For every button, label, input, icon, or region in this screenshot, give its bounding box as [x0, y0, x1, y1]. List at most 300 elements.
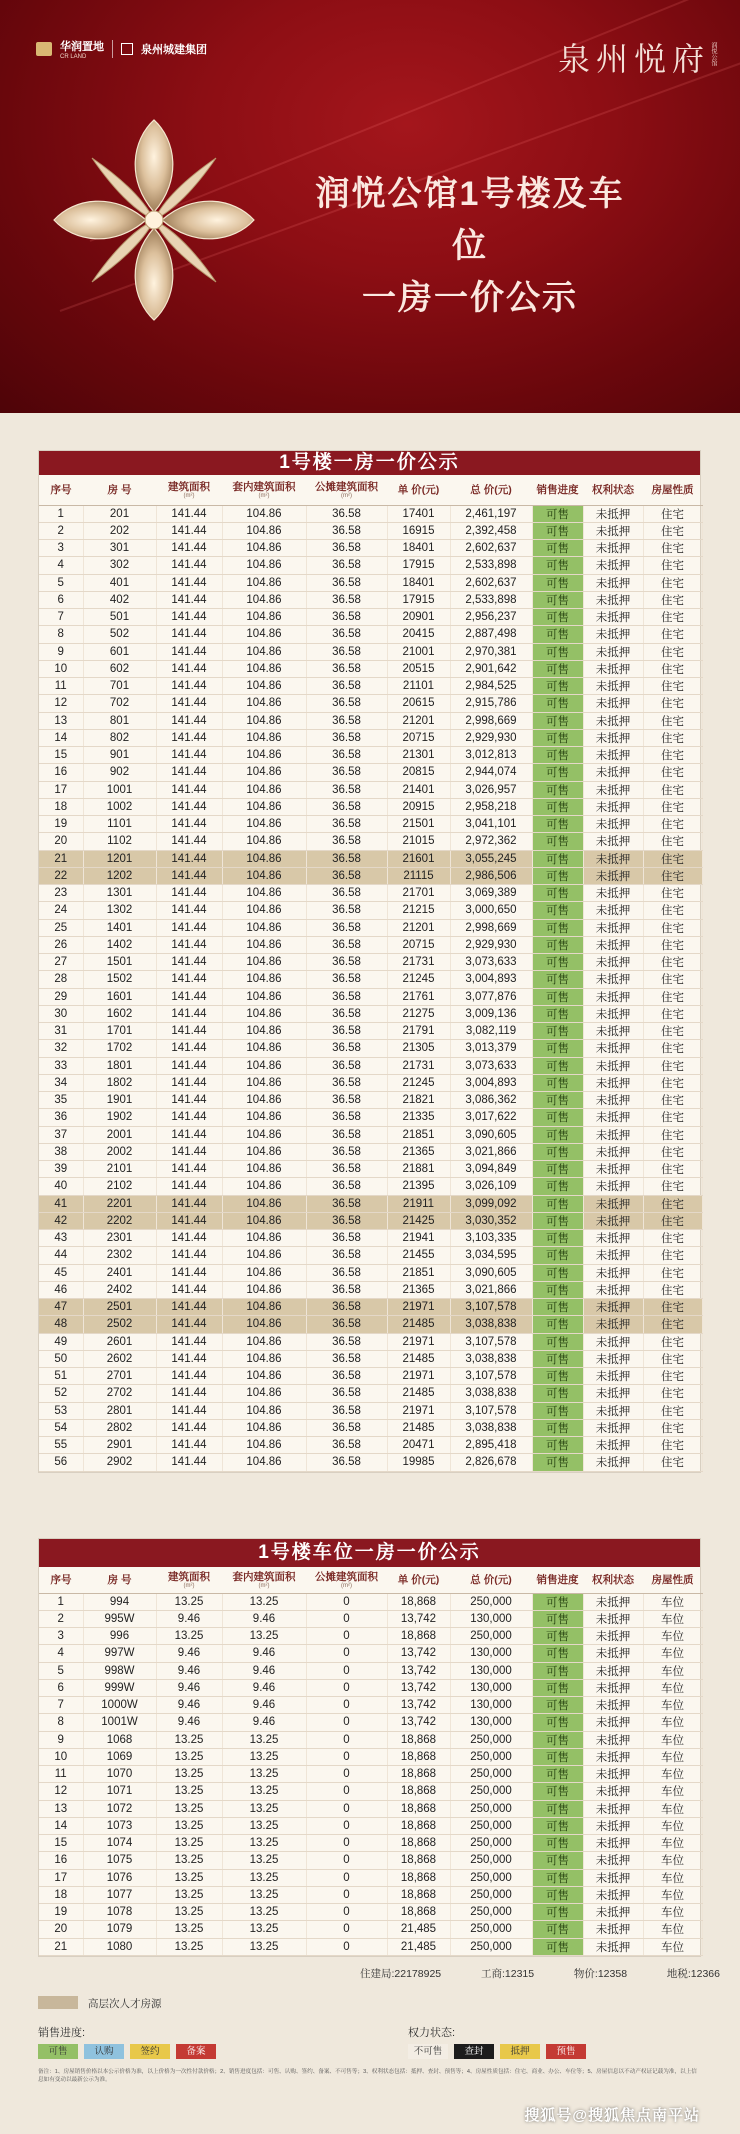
table-cell: 130,000 [450, 1645, 532, 1662]
table-cell: 104.86 [222, 867, 306, 884]
table-cell: 104.86 [222, 540, 306, 557]
table-cell: 141.44 [156, 867, 222, 884]
table-cell: 2102 [83, 1178, 156, 1195]
table-cell: 未抵押 [583, 712, 643, 729]
table-cell: 801 [83, 712, 156, 729]
table-cell: 1 [39, 505, 83, 522]
table-cell: 104.86 [222, 1005, 306, 1022]
table-cell: 18,868 [387, 1852, 450, 1869]
developer-logos [36, 38, 207, 60]
table-cell: 104.86 [222, 971, 306, 988]
table-cell: 23 [39, 885, 83, 902]
table-cell: 13.25 [156, 1766, 222, 1783]
table-cell: 1080 [83, 1938, 156, 1955]
table-cell: 未抵押 [583, 1143, 643, 1160]
table-cell: 36.58 [306, 505, 387, 522]
table-cell: 车位 [643, 1904, 702, 1921]
table-cell: 未抵押 [583, 1437, 643, 1454]
table-cell: 住宅 [643, 557, 702, 574]
table-cell: 36.58 [306, 1161, 387, 1178]
table-cell: 250,000 [450, 1731, 532, 1748]
table-row [39, 747, 702, 764]
table-cell: 55 [39, 1437, 83, 1454]
table-cell: 50 [39, 1350, 83, 1367]
table-row [39, 1247, 702, 1264]
table-cell: 18 [39, 798, 83, 815]
table-cell: 9.46 [222, 1662, 306, 1679]
table-row [39, 1419, 702, 1436]
table-cell: 8 [39, 626, 83, 643]
sales-progress-legend [38, 2044, 216, 2059]
table-cell: 36.58 [306, 1005, 387, 1022]
table-cell: 3,094,849 [450, 1161, 532, 1178]
sales-status-cell: 可售 [532, 1333, 583, 1350]
sales-status-cell: 可售 [532, 1748, 583, 1765]
table-cell: 住宅 [643, 747, 702, 764]
table-cell: 未抵押 [583, 1593, 643, 1610]
table-cell: 21485 [387, 1419, 450, 1436]
table-cell: 车位 [643, 1645, 702, 1662]
table-cell: 52 [39, 1385, 83, 1402]
table-cell: 未抵押 [583, 1628, 643, 1645]
table-cell: 141.44 [156, 919, 222, 936]
table-cell: 1002 [83, 798, 156, 815]
unit-label: (m²) [341, 1583, 352, 1590]
sales-status-cell: 可售 [532, 1645, 583, 1662]
table-cell: 141.44 [156, 902, 222, 919]
table-cell: 0 [306, 1852, 387, 1869]
table-cell: 250,000 [450, 1817, 532, 1834]
table-cell: 3,004,893 [450, 971, 532, 988]
table-cell: 21485 [387, 1385, 450, 1402]
table-cell: 2,986,506 [450, 867, 532, 884]
table-cell: 住宅 [643, 695, 702, 712]
sales-status-cell: 可售 [532, 1109, 583, 1126]
table-cell: 53 [39, 1402, 83, 1419]
table-cell: 2,929,930 [450, 729, 532, 746]
column-header: 房屋性质 [643, 475, 702, 505]
sales-status-cell: 可售 [532, 1005, 583, 1022]
table-cell: 1701 [83, 1023, 156, 1040]
table-cell: 21401 [387, 781, 450, 798]
table-cell: 202 [83, 522, 156, 539]
table-cell: 104.86 [222, 988, 306, 1005]
table-cell: 1402 [83, 936, 156, 953]
table-cell: 未抵押 [583, 1662, 643, 1679]
table-cell: 1001 [83, 781, 156, 798]
table-cell: 未抵押 [583, 1817, 643, 1834]
table-cell: 902 [83, 764, 156, 781]
table-cell: 未抵押 [583, 1454, 643, 1471]
table-cell: 141.44 [156, 522, 222, 539]
table-cell: 3,073,633 [450, 1057, 532, 1074]
table-cell: 13.25 [156, 1593, 222, 1610]
table-cell: 36.58 [306, 971, 387, 988]
logo-a-text: 华润置地 [60, 41, 104, 53]
table-cell: 36.58 [306, 850, 387, 867]
table-row [39, 1023, 702, 1040]
table-cell: 21971 [387, 1368, 450, 1385]
table-cell: 住宅 [643, 1143, 702, 1160]
table-cell: 141.44 [156, 1281, 222, 1298]
table-cell: 未抵押 [583, 1800, 643, 1817]
table-cell: 37 [39, 1126, 83, 1143]
table-cell: 250,000 [450, 1783, 532, 1800]
table-cell: 2902 [83, 1454, 156, 1471]
table-cell: 18,868 [387, 1904, 450, 1921]
table1-title: 1号楼一房一价公示 [39, 451, 700, 475]
table-cell: 未抵押 [583, 1005, 643, 1022]
table-cell: 13.25 [222, 1731, 306, 1748]
table-cell: 1076 [83, 1869, 156, 1886]
table-cell: 13.25 [222, 1886, 306, 1903]
table-row [39, 1161, 702, 1178]
table-cell: 104.86 [222, 1350, 306, 1367]
table-cell: 未抵押 [583, 833, 643, 850]
sales-status-cell: 可售 [532, 1886, 583, 1903]
table-cell: 104.86 [222, 816, 306, 833]
table-cell: 1301 [83, 885, 156, 902]
table-cell: 21485 [387, 1350, 450, 1367]
table-row [39, 885, 702, 902]
table-cell: 2901 [83, 1437, 156, 1454]
table-cell: 994 [83, 1593, 156, 1610]
sales-status-cell: 可售 [532, 1299, 583, 1316]
table-cell: 0 [306, 1645, 387, 1662]
table-row [39, 1679, 702, 1696]
table-cell: 36.58 [306, 1264, 387, 1281]
table-cell: 13,742 [387, 1714, 450, 1731]
table-cell: 住宅 [643, 885, 702, 902]
table-cell: 9.46 [156, 1679, 222, 1696]
table-cell: 住宅 [643, 781, 702, 798]
table-cell: 住宅 [643, 1385, 702, 1402]
title-line-2: 一房一价公示 [362, 279, 578, 317]
table-cell: 1401 [83, 919, 156, 936]
table-cell: 18,868 [387, 1748, 450, 1765]
table-cell: 10 [39, 660, 83, 677]
table-cell: 36.58 [306, 660, 387, 677]
table-cell: 0 [306, 1662, 387, 1679]
table-cell: 未抵押 [583, 1938, 643, 1955]
table-cell: 未抵押 [583, 1057, 643, 1074]
table-row [39, 1368, 702, 1385]
table-cell: 3,107,578 [450, 1368, 532, 1385]
table-cell: 未抵押 [583, 557, 643, 574]
table-cell: 3 [39, 1628, 83, 1645]
table-cell: 21 [39, 850, 83, 867]
table-cell: 车位 [643, 1697, 702, 1714]
table-cell: 36.58 [306, 764, 387, 781]
logo-a-sub: CR LAND [60, 54, 87, 60]
table-cell: 141.44 [156, 1333, 222, 1350]
table-cell: 36.58 [306, 1247, 387, 1264]
table-cell: 未抵押 [583, 1281, 643, 1298]
table-cell: 44 [39, 1247, 83, 1264]
table-cell: 20715 [387, 729, 450, 746]
sales-status-cell: 可售 [532, 1195, 583, 1212]
table-cell: 2,998,669 [450, 712, 532, 729]
table-cell: 16 [39, 764, 83, 781]
column-header: 套内建筑面积 (m²) [222, 475, 306, 505]
table-cell: 130,000 [450, 1662, 532, 1679]
table-cell: 1902 [83, 1109, 156, 1126]
table-row [39, 816, 702, 833]
table-cell: 1801 [83, 1057, 156, 1074]
table-cell: 3,021,866 [450, 1143, 532, 1160]
table-cell: 104.86 [222, 1126, 306, 1143]
table-cell: 未抵押 [583, 522, 643, 539]
table-cell: 13.25 [156, 1783, 222, 1800]
table-cell: 130,000 [450, 1610, 532, 1627]
sales-status-cell: 可售 [532, 1679, 583, 1696]
table-cell: 1077 [83, 1886, 156, 1903]
table-cell: 602 [83, 660, 156, 677]
table-cell: 车位 [643, 1817, 702, 1834]
table-row [39, 850, 702, 867]
table-row [39, 781, 702, 798]
table-cell: 住宅 [643, 540, 702, 557]
table-cell: 104.86 [222, 1023, 306, 1040]
table-cell: 3,055,245 [450, 850, 532, 867]
table-cell: 1302 [83, 902, 156, 919]
table-cell: 36.58 [306, 1230, 387, 1247]
column-header: 销售进度 [532, 475, 583, 505]
table-cell: 住宅 [643, 1419, 702, 1436]
table-cell: 未抵押 [583, 1852, 643, 1869]
table-cell: 701 [83, 678, 156, 695]
table-cell: 未抵押 [583, 1679, 643, 1696]
table-cell: 104.86 [222, 505, 306, 522]
table-cell: 9.46 [156, 1610, 222, 1627]
sales-status-cell: 可售 [532, 660, 583, 677]
table-cell: 21201 [387, 712, 450, 729]
table-cell: 1501 [83, 954, 156, 971]
table-cell: 3,107,578 [450, 1299, 532, 1316]
table-cell: 13.25 [156, 1886, 222, 1903]
stat-item: 住建局:22178925 [360, 1968, 442, 1980]
table-row [39, 936, 702, 953]
table-cell: 13.25 [222, 1869, 306, 1886]
sales-status-cell: 可售 [532, 1247, 583, 1264]
table-cell: 2,998,669 [450, 919, 532, 936]
table-cell: 34 [39, 1074, 83, 1091]
table-cell: 13.25 [222, 1904, 306, 1921]
table-cell: 住宅 [643, 902, 702, 919]
table-row [39, 1714, 702, 1731]
table-cell: 12 [39, 695, 83, 712]
table-cell: 996 [83, 1628, 156, 1645]
table-cell: 未抵押 [583, 1731, 643, 1748]
table-cell: 住宅 [643, 1040, 702, 1057]
table-cell: 18,868 [387, 1869, 450, 1886]
table-cell: 车位 [643, 1783, 702, 1800]
sales-status-cell: 可售 [532, 936, 583, 953]
table-cell: 3,030,352 [450, 1212, 532, 1229]
table-cell: 21365 [387, 1281, 450, 1298]
table-cell: 21761 [387, 988, 450, 1005]
table-cell: 141.44 [156, 816, 222, 833]
table-cell: 21365 [387, 1143, 450, 1160]
stat-item: 物价:12358 [573, 1968, 628, 1980]
table-cell: 13.25 [222, 1800, 306, 1817]
unit-label: (m²) [341, 493, 352, 500]
table-cell: 住宅 [643, 1264, 702, 1281]
column-header: 房 号 [83, 1567, 156, 1593]
table-row [39, 609, 702, 626]
table-cell: 141.44 [156, 1230, 222, 1247]
sales-status-cell: 可售 [532, 729, 583, 746]
table-row [39, 1281, 702, 1298]
table-cell: 0 [306, 1869, 387, 1886]
table-cell: 20915 [387, 798, 450, 815]
table-cell: 8 [39, 1714, 83, 1731]
table-cell: 16 [39, 1852, 83, 1869]
table-cell: 13.25 [156, 1800, 222, 1817]
table-cell: 21301 [387, 747, 450, 764]
table-cell: 21,485 [387, 1921, 450, 1938]
table-cell: 21791 [387, 1023, 450, 1040]
table-cell: 36.58 [306, 591, 387, 608]
table-cell: 250,000 [450, 1904, 532, 1921]
table-cell: 未抵押 [583, 1247, 643, 1264]
table-cell: 1202 [83, 867, 156, 884]
table-cell: 未抵押 [583, 1264, 643, 1281]
table-cell: 未抵押 [583, 1921, 643, 1938]
table-row [39, 902, 702, 919]
table-cell: 141.44 [156, 1368, 222, 1385]
legend-chip: 签约 [130, 2044, 170, 2059]
table-cell: 住宅 [643, 954, 702, 971]
sales-status-cell: 可售 [532, 540, 583, 557]
table-cell: 2,901,642 [450, 660, 532, 677]
table-cell: 未抵押 [583, 816, 643, 833]
table-cell: 36.58 [306, 1419, 387, 1436]
table-cell: 141.44 [156, 798, 222, 815]
table-cell: 0 [306, 1714, 387, 1731]
table-cell: 141.44 [156, 712, 222, 729]
table-cell: 104.86 [222, 678, 306, 695]
legend-chip: 认购 [84, 2044, 124, 2059]
table-cell: 13.25 [222, 1593, 306, 1610]
table-cell: 56 [39, 1454, 83, 1471]
hero-banner [0, 0, 740, 413]
table-cell: 18401 [387, 574, 450, 591]
table-cell: 36.58 [306, 1178, 387, 1195]
table-cell: 104.86 [222, 1057, 306, 1074]
table-cell: 21881 [387, 1161, 450, 1178]
sales-status-cell: 可售 [532, 1040, 583, 1057]
table-cell: 车位 [643, 1835, 702, 1852]
table-cell: 3,073,633 [450, 954, 532, 971]
table-cell: 2,826,678 [450, 1454, 532, 1471]
table-cell: 33 [39, 1057, 83, 1074]
table-cell: 0 [306, 1904, 387, 1921]
table-cell: 250,000 [450, 1593, 532, 1610]
table-cell: 未抵押 [583, 574, 643, 591]
hotline-stats [360, 1966, 720, 1981]
table-cell: 未抵押 [583, 747, 643, 764]
table-cell: 3,107,578 [450, 1402, 532, 1419]
table-cell: 0 [306, 1731, 387, 1748]
table-cell: 住宅 [643, 798, 702, 815]
table-cell: 21335 [387, 1109, 450, 1126]
table-cell: 未抵押 [583, 1368, 643, 1385]
table-cell: 17 [39, 781, 83, 798]
table-cell: 13.25 [222, 1817, 306, 1834]
table-cell: 21971 [387, 1402, 450, 1419]
sales-status-cell: 可售 [532, 1437, 583, 1454]
table-cell: 未抵押 [583, 1748, 643, 1765]
table-cell: 250,000 [450, 1748, 532, 1765]
table-cell: 250,000 [450, 1921, 532, 1938]
table-cell: 2401 [83, 1264, 156, 1281]
table-cell: 2,956,237 [450, 609, 532, 626]
apartment-price-table [39, 475, 703, 1472]
table-cell: 19985 [387, 1454, 450, 1471]
table-cell: 51 [39, 1368, 83, 1385]
table-cell: 2201 [83, 1195, 156, 1212]
table-cell: 13.25 [156, 1628, 222, 1645]
table-cell: 250,000 [450, 1628, 532, 1645]
column-header: 总 价(元) [450, 475, 532, 505]
sales-status-cell: 可售 [532, 678, 583, 695]
table-cell: 住宅 [643, 1109, 702, 1126]
table-cell: 20615 [387, 695, 450, 712]
table-cell: 141.44 [156, 540, 222, 557]
table-cell: 车位 [643, 1921, 702, 1938]
table-cell: 802 [83, 729, 156, 746]
table-cell: 302 [83, 557, 156, 574]
table-cell: 住宅 [643, 1402, 702, 1419]
table-row [39, 1852, 702, 1869]
table-cell: 住宅 [643, 1230, 702, 1247]
table-cell: 住宅 [643, 1281, 702, 1298]
sales-progress-title: 销售进度: [38, 2027, 86, 2039]
table-cell: 3,038,838 [450, 1385, 532, 1402]
table-cell: 401 [83, 574, 156, 591]
table-cell: 36.58 [306, 1143, 387, 1160]
table-cell: 住宅 [643, 850, 702, 867]
table-cell: 25 [39, 919, 83, 936]
table-row [39, 919, 702, 936]
table-cell: 2,929,930 [450, 936, 532, 953]
table-cell: 30 [39, 1005, 83, 1022]
table-cell: 0 [306, 1835, 387, 1852]
table-cell: 141.44 [156, 505, 222, 522]
table-cell: 250,000 [450, 1869, 532, 1886]
table-cell: 104.86 [222, 1161, 306, 1178]
table-cell: 2,392,458 [450, 522, 532, 539]
table-cell: 未抵押 [583, 695, 643, 712]
table-cell: 36.58 [306, 798, 387, 815]
table-cell: 141.44 [156, 833, 222, 850]
legend-chip: 查封 [454, 2044, 494, 2059]
table-cell: 54 [39, 1419, 83, 1436]
sales-status-cell: 可售 [532, 1385, 583, 1402]
table-cell: 141.44 [156, 643, 222, 660]
table-cell: 住宅 [643, 574, 702, 591]
table-cell: 36.58 [306, 522, 387, 539]
table-cell: 2501 [83, 1299, 156, 1316]
sales-status-cell: 可售 [532, 988, 583, 1005]
table-cell: 36.58 [306, 1385, 387, 1402]
column-header: 序号 [39, 475, 83, 505]
sales-status-cell: 可售 [532, 1817, 583, 1834]
table-cell: 0 [306, 1679, 387, 1696]
table-row [39, 1212, 702, 1229]
table-cell: 9.46 [156, 1697, 222, 1714]
